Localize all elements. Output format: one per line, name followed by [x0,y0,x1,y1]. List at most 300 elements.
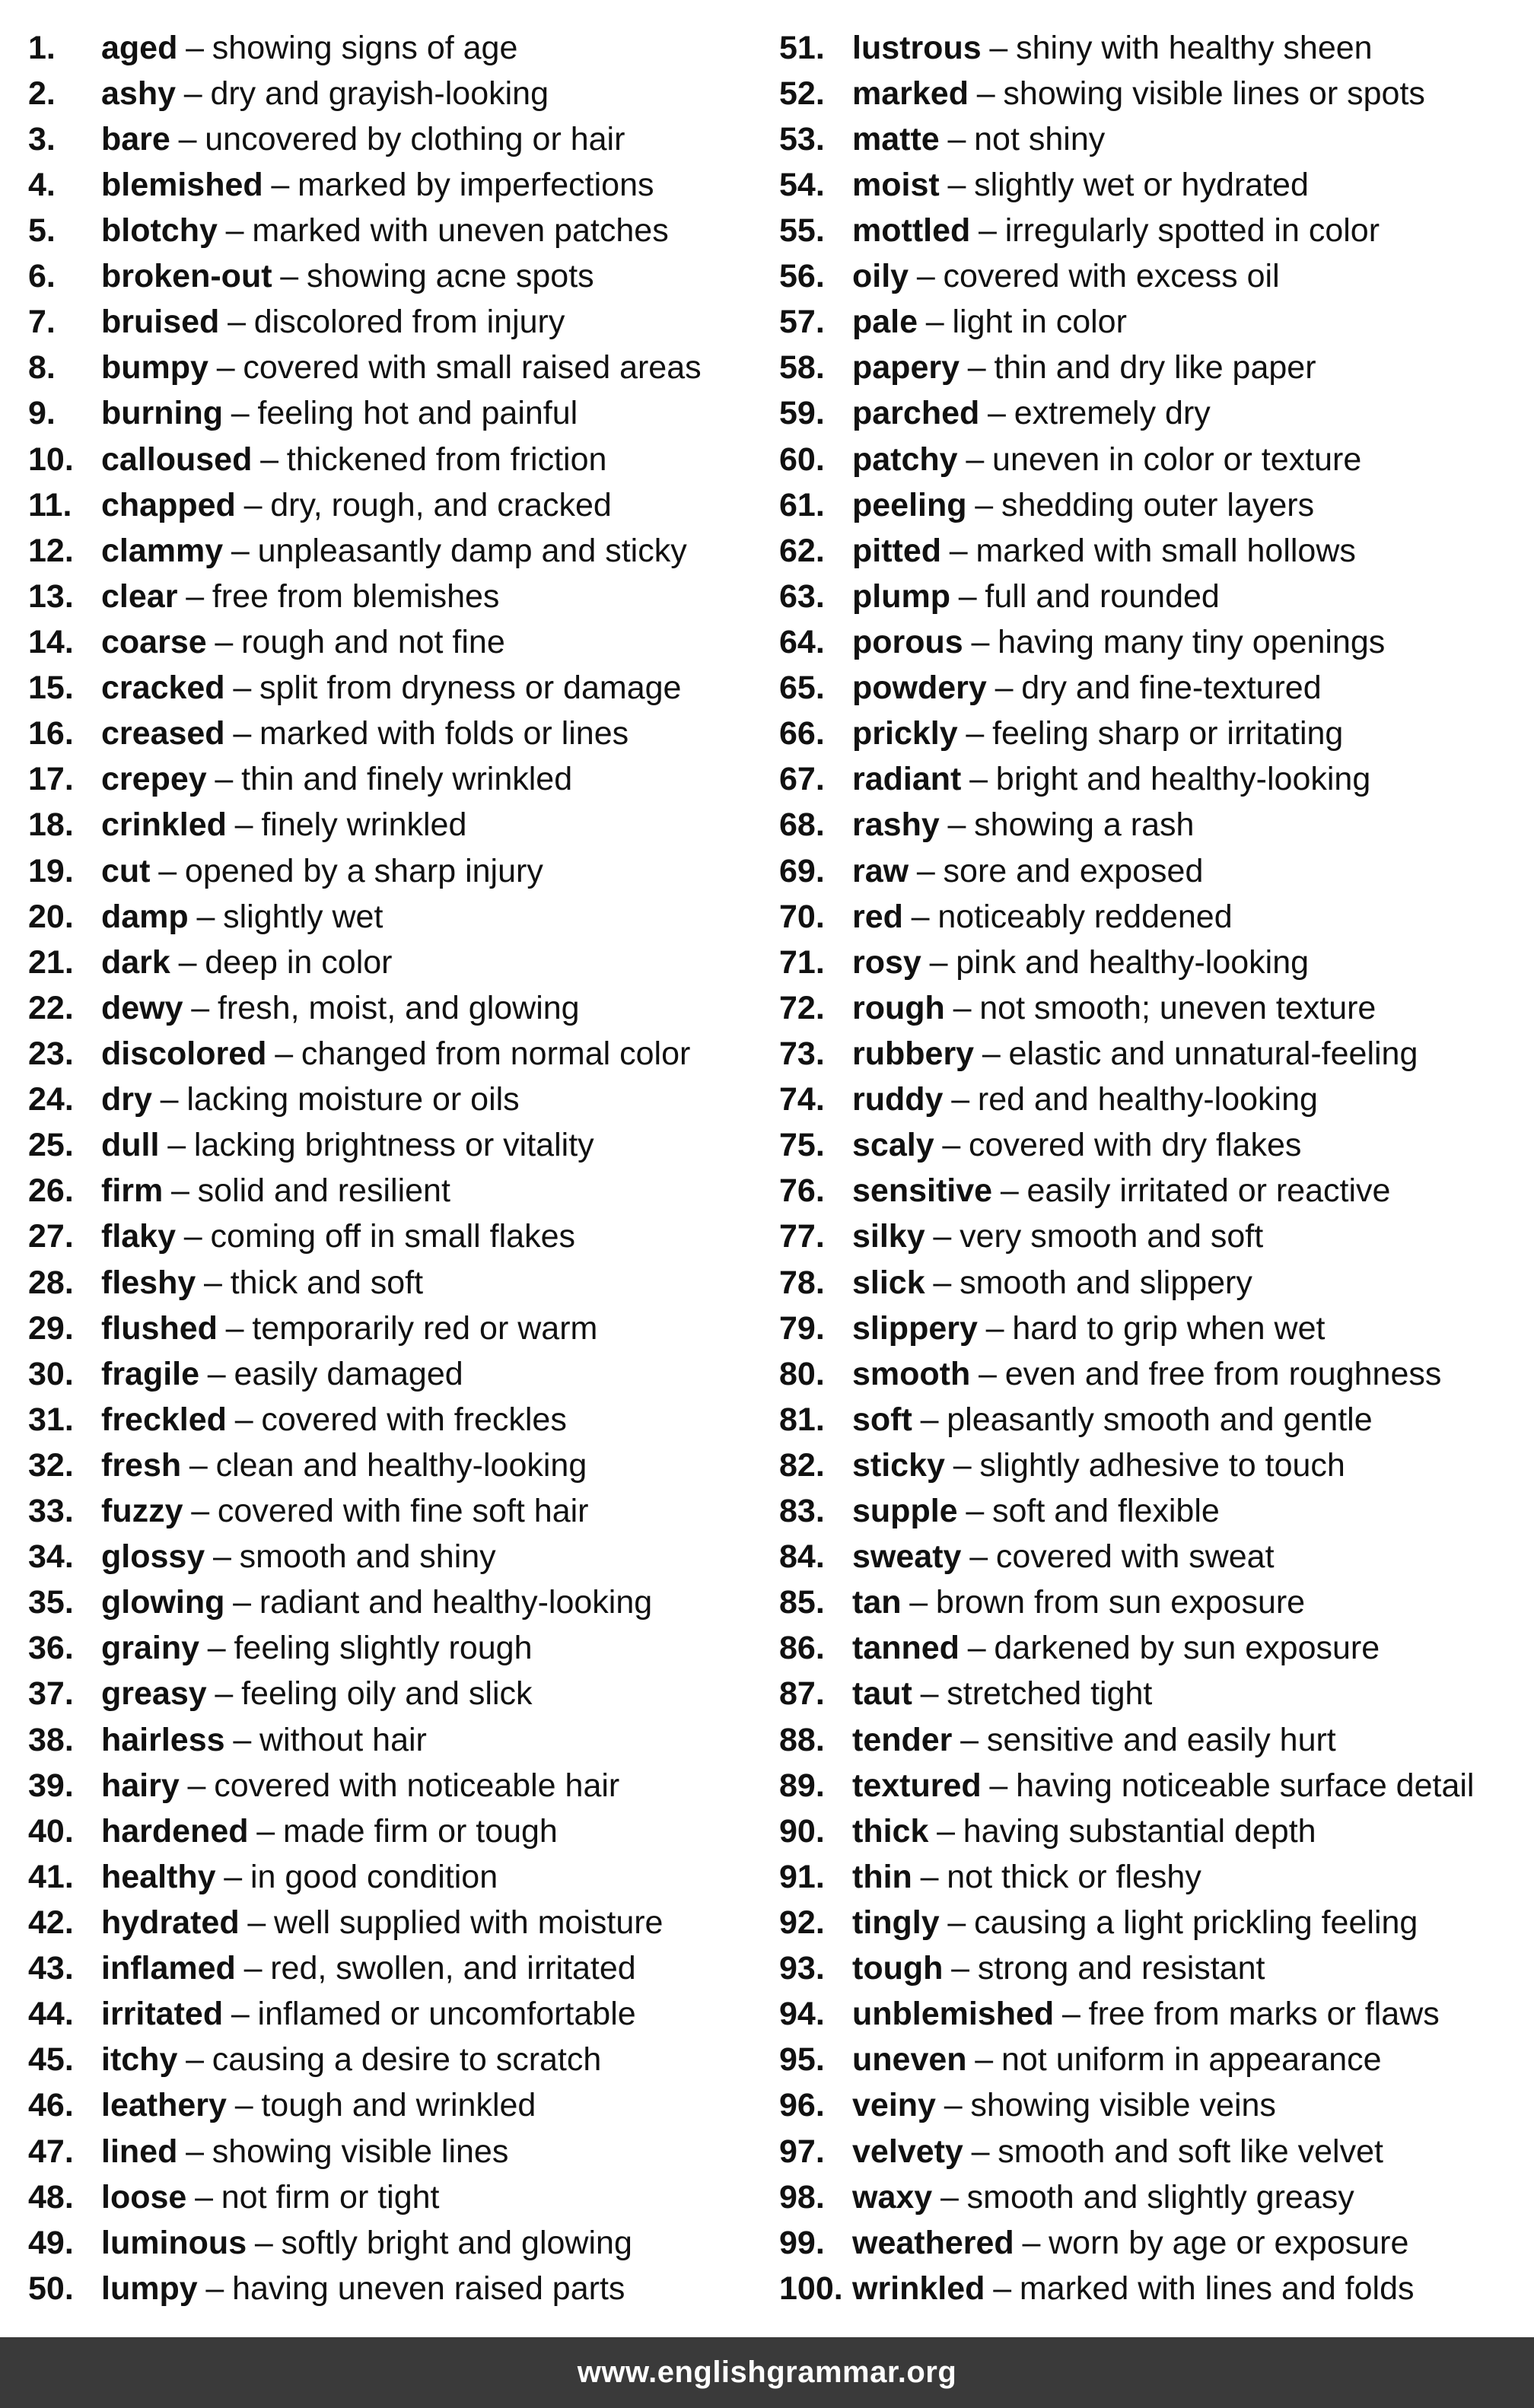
item-definition: discolored from injury [253,304,565,341]
item-word: luminous [101,2224,247,2261]
item-dash: – [949,532,968,569]
item-word: supple [852,1493,958,1530]
item-number: 51. [779,29,825,66]
item-number: 23. [28,1035,74,1072]
item-dash: – [925,304,944,341]
item-definition: red and healthy-looking [977,1081,1318,1118]
list-item [779,2174,1529,2220]
item-word: tender [852,1721,953,1758]
item-number: 74. [779,1081,825,1118]
item-dash: – [204,1264,222,1301]
item-word: dark [101,943,170,981]
item-word: patchy [852,441,958,478]
item-definition: uneven in color or texture [992,441,1362,478]
item-word: powdery [852,670,987,707]
list-item [779,2129,1529,2174]
item-word: blemished [101,166,263,203]
item-word: sticky [852,1446,945,1484]
list-item [28,985,759,1031]
item-number: 83. [779,1493,825,1530]
item-number: 60. [779,441,825,478]
item-dash: – [234,1401,253,1438]
item-number: 58. [779,349,825,386]
footer-website: www.englishgrammar.org [577,2356,957,2389]
item-dash: – [231,1996,250,2033]
item-dash: – [971,2133,990,2170]
list-item [28,1443,759,1488]
item-number: 9. [28,395,56,432]
item-word: lined [101,2133,178,2170]
item-definition: not thick or fleshy [947,1858,1201,1895]
list-item [779,1626,1529,1672]
item-dash: – [953,1446,972,1484]
list-item [779,940,1529,985]
item-word: creased [101,715,225,752]
item-number: 22. [28,989,74,1026]
item-word: parched [852,395,980,432]
list-item [779,208,1529,253]
item-definition: thick and soft [230,1264,424,1301]
item-definition: not shiny [974,120,1106,157]
list-item [28,1031,759,1077]
item-definition: pleasantly smooth and gentle [947,1401,1373,1438]
item-number: 48. [28,2178,74,2216]
item-number: 2. [28,75,56,112]
list-item [779,2266,1529,2311]
item-word: clammy [101,532,224,569]
item-definition: solid and resilient [197,1172,450,1210]
item-word: radiant [852,761,962,798]
item-number: 93. [779,1950,825,1987]
item-dash: – [960,1721,979,1758]
item-definition: coming off in small flakes [210,1218,576,1255]
item-number: 38. [28,1721,74,1758]
item-dash: – [979,212,997,249]
item-word: cracked [101,670,225,707]
list-item [779,894,1529,940]
item-word: crepey [101,761,207,798]
item-definition: dry and fine-textured [1021,670,1322,707]
list-item [28,1854,759,1900]
item-word: sweaty [852,1538,962,1576]
list-item [28,254,759,300]
item-word: weathered [852,2224,1014,2261]
item-number: 29. [28,1309,74,1347]
item-dash: – [187,1767,206,1804]
item-number: 94. [779,1996,825,2033]
list-item [779,1900,1529,1945]
item-definition: smooth and shiny [239,1538,496,1576]
item-number: 31. [28,1401,74,1438]
item-definition: showing visible lines or spots [1003,75,1425,112]
item-dash: – [1061,1996,1080,2033]
item-dash: – [225,212,244,249]
item-dash: – [966,441,985,478]
item-word: peeling [852,486,967,523]
list-item [779,528,1529,574]
item-number: 43. [28,1950,74,1987]
item-definition: showing acne spots [306,258,594,295]
item-word: slick [852,1264,925,1301]
item-number: 41. [28,1858,74,1895]
item-dash: – [189,1446,208,1484]
list-item [28,2266,759,2311]
list-item [779,1946,1529,1992]
list-item [28,345,759,391]
item-dash: – [186,2133,205,2170]
item-dash: – [937,1812,956,1850]
item-definition: darkened by sun exposure [994,1630,1380,1667]
item-definition: having many tiny openings [998,623,1386,660]
item-definition: feeling oily and slick [241,1675,533,1713]
item-dash: – [233,670,252,707]
item-definition: sore and exposed [943,852,1204,889]
item-word: rough [852,989,945,1026]
item-definition: dry and grayish-looking [210,75,549,112]
item-number: 100. [779,2270,843,2307]
list-item [779,711,1529,757]
item-number: 63. [779,577,825,615]
item-dash: – [167,1127,186,1164]
item-word: prickly [852,715,958,752]
list-item [779,985,1529,1031]
item-word: ruddy [852,1081,944,1118]
item-word: chapped [101,486,236,523]
item-dash: – [995,670,1014,707]
list-item [779,619,1529,665]
item-dash: – [205,2270,224,2307]
item-dash: – [971,623,990,660]
item-number: 28. [28,1264,74,1301]
item-number: 80. [779,1355,825,1392]
item-word: velvety [852,2133,963,2170]
item-word: rosy [852,943,921,981]
item-word: mottled [852,212,971,249]
list-item [28,803,759,848]
item-definition: feeling hot and painful [257,395,578,432]
item-dash: – [989,1767,1008,1804]
item-definition: dry, rough, and cracked [270,486,612,523]
item-word: hairless [101,1721,225,1758]
item-word: fleshy [101,1264,196,1301]
item-definition: in good condition [250,1858,498,1895]
list-item [28,162,759,208]
item-dash: – [982,1035,1001,1072]
item-number: 55. [779,212,825,249]
list-item [28,1397,759,1443]
item-definition: marked with small hollows [975,532,1356,569]
item-dash: – [256,1812,275,1850]
item-number: 75. [779,1127,825,1164]
item-number: 77. [779,1218,825,1255]
item-number: 36. [28,1630,74,1667]
item-word: pale [852,304,918,341]
item-word: burning [101,395,224,432]
item-definition: showing signs of age [212,29,518,66]
list-item [779,1077,1529,1123]
item-dash: – [975,2041,994,2079]
list-item [779,2220,1529,2266]
item-word: greasy [101,1675,207,1713]
item-word: inflamed [101,1950,236,1987]
item-number: 6. [28,258,56,295]
list-item [779,391,1529,437]
item-dash: – [280,258,299,295]
item-dash: – [929,943,948,981]
item-word: calloused [101,441,253,478]
item-dash: – [215,623,234,660]
item-number: 85. [779,1584,825,1621]
list-item [779,1763,1529,1808]
item-number: 69. [779,852,825,889]
word-list-column-right [779,25,1529,2311]
item-dash: – [985,1309,1004,1347]
item-definition: elastic and unnatural-feeling [1008,1035,1418,1072]
item-definition: shiny with healthy sheen [1016,29,1373,66]
item-word: broken-out [101,258,272,295]
item-dash: – [933,1218,952,1255]
footer-bar [0,2337,1534,2408]
item-word: dull [101,1127,160,1164]
item-definition: free from blemishes [212,577,500,615]
item-number: 16. [28,715,74,752]
item-dash: – [170,1172,189,1210]
list-item [779,71,1529,116]
item-dash: – [976,75,995,112]
item-dash: – [920,1401,939,1438]
item-number: 59. [779,395,825,432]
item-word: veiny [852,2087,936,2124]
item-definition: light in color [952,304,1127,341]
item-definition: covered with fine soft hair [217,1493,589,1530]
item-dash: – [916,258,935,295]
item-definition: having substantial depth [963,1812,1316,1850]
item-definition: not firm or tight [221,2178,440,2216]
item-definition: having noticeable surface detail [1016,1767,1475,1804]
item-dash: – [271,166,290,203]
item-definition: easily irritated or reactive [1026,1172,1391,1210]
item-definition: marked by imperfections [298,166,654,203]
item-word: textured [852,1767,982,1804]
item-definition: bright and healthy-looking [995,761,1371,798]
item-dash: – [940,2178,959,2216]
item-dash: – [234,2087,253,2124]
item-word: grainy [101,1630,200,1667]
list-item [28,574,759,619]
item-definition: irregularly spotted in color [1004,212,1380,249]
item-word: bumpy [101,349,208,386]
item-word: moist [852,166,940,203]
item-number: 62. [779,532,825,569]
item-number: 99. [779,2224,825,2261]
item-word: porous [852,623,963,660]
item-definition: feeling slightly rough [234,1630,533,1667]
item-number: 46. [28,2087,74,2124]
item-definition: shedding outer layers [1001,486,1315,523]
item-number: 15. [28,670,74,707]
item-word: flushed [101,1309,218,1347]
item-word: freckled [101,1401,227,1438]
item-word: pitted [852,532,942,569]
item-word: damp [101,898,189,935]
item-dash: – [920,1675,939,1713]
item-dash: – [275,1035,294,1072]
item-number: 47. [28,2133,74,2170]
item-definition: slightly wet or hydrated [974,166,1309,203]
list-item [28,1763,759,1808]
list-item [28,2083,759,2129]
item-dash: – [231,532,250,569]
item-word: oily [852,258,909,295]
item-number: 52. [779,75,825,112]
item-word: unblemished [852,1996,1055,2033]
item-definition: lacking moisture or oils [186,1081,520,1118]
item-number: 65. [779,670,825,707]
item-word: irritated [101,1996,224,2033]
item-dash: – [224,1858,243,1895]
item-definition: thickened from friction [286,441,607,478]
item-dash: – [969,1538,988,1576]
item-dash: – [909,1584,928,1621]
list-item [779,757,1529,803]
item-dash: – [183,1218,202,1255]
item-definition: noticeably reddened [937,898,1233,935]
item-dash: – [947,166,966,203]
item-number: 98. [779,2178,825,2216]
item-word: cut [101,852,151,889]
item-number: 1. [28,29,56,66]
item-dash: – [212,1538,231,1576]
item-number: 70. [779,898,825,935]
item-number: 88. [779,1721,825,1758]
item-number: 39. [28,1767,74,1804]
item-number: 86. [779,1630,825,1667]
item-number: 79. [779,1309,825,1347]
item-number: 26. [28,1172,74,1210]
item-word: waxy [852,2178,933,2216]
item-dash: – [183,75,202,112]
list-item [28,666,759,711]
item-word: soft [852,1401,912,1438]
item-definition: opened by a sharp injury [184,852,543,889]
item-dash: – [247,1904,266,1942]
item-word: sensitive [852,1172,993,1210]
item-definition: stretched tight [947,1675,1153,1713]
item-word: ashy [101,75,177,112]
list-item [28,848,759,894]
item-dash: – [228,304,246,341]
list-item [779,1717,1529,1763]
list-item [28,2220,759,2266]
item-dash: – [254,2224,273,2261]
list-item [779,1808,1529,1854]
item-definition: very smooth and soft [960,1218,1264,1255]
list-item [28,1214,759,1260]
item-word: lustrous [852,29,982,66]
item-dash: – [215,1675,234,1713]
item-word: tanned [852,1630,960,1667]
item-number: 57. [779,304,825,341]
item-dash: – [933,1264,952,1301]
item-definition: fresh, moist, and glowing [217,989,580,1026]
item-word: bruised [101,304,220,341]
item-definition: causing a light prickling feeling [974,1904,1418,1942]
item-dash: – [966,715,985,752]
item-number: 7. [28,304,56,341]
list-item [779,300,1529,345]
item-number: 4. [28,166,56,203]
item-definition: having uneven raised parts [232,2270,625,2307]
item-number: 82. [779,1446,825,1484]
item-number: 20. [28,898,74,935]
item-dash: – [942,1127,961,1164]
item-word: dry [101,1081,152,1118]
item-word: leathery [101,2087,227,2124]
item-word: smooth [852,1355,971,1392]
list-item [779,162,1529,208]
item-definition: hard to grip when wet [1012,1309,1326,1347]
item-word: clear [101,577,178,615]
item-number: 18. [28,806,74,844]
list-item [779,254,1529,300]
item-dash: – [158,852,177,889]
item-definition: showing a rash [974,806,1195,844]
item-definition: even and free from roughness [1004,1355,1442,1392]
item-dash: – [191,989,210,1026]
item-number: 84. [779,1538,825,1576]
item-number: 8. [28,349,56,386]
item-dash: – [958,577,977,615]
item-definition: marked with uneven patches [252,212,669,249]
item-word: matte [852,120,940,157]
list-item [779,1123,1529,1169]
list-item [28,1351,759,1397]
item-number: 89. [779,1767,825,1804]
item-number: 76. [779,1172,825,1210]
item-word: thick [852,1812,929,1850]
item-number: 71. [779,943,825,981]
item-definition: radiant and healthy-looking [259,1584,653,1621]
list-item [28,2129,759,2174]
list-item [28,528,759,574]
list-item [28,1306,759,1351]
item-word: wrinkled [852,2270,985,2307]
list-item [28,2037,759,2083]
list-item [779,1397,1529,1443]
item-definition: worn by age or exposure [1049,2224,1409,2261]
list-item [779,1351,1529,1397]
item-word: taut [852,1675,912,1713]
item-word: bare [101,120,170,157]
item-definition: without hair [259,1721,427,1758]
item-number: 72. [779,989,825,1026]
item-word: aged [101,29,178,66]
item-definition: covered with small raised areas [243,349,702,386]
item-number: 53. [779,120,825,157]
item-definition: showing visible lines [212,2133,509,2170]
item-definition: strong and resistant [977,1950,1265,1987]
list-item [779,116,1529,162]
item-dash: – [243,1950,263,1987]
item-number: 68. [779,806,825,844]
item-word: scaly [852,1127,934,1164]
item-number: 54. [779,166,825,203]
item-definition: not uniform in appearance [1001,2041,1382,2079]
list-item [28,1626,759,1672]
item-definition: covered with freckles [261,1401,567,1438]
item-number: 14. [28,623,74,660]
item-word: fresh [101,1446,182,1484]
